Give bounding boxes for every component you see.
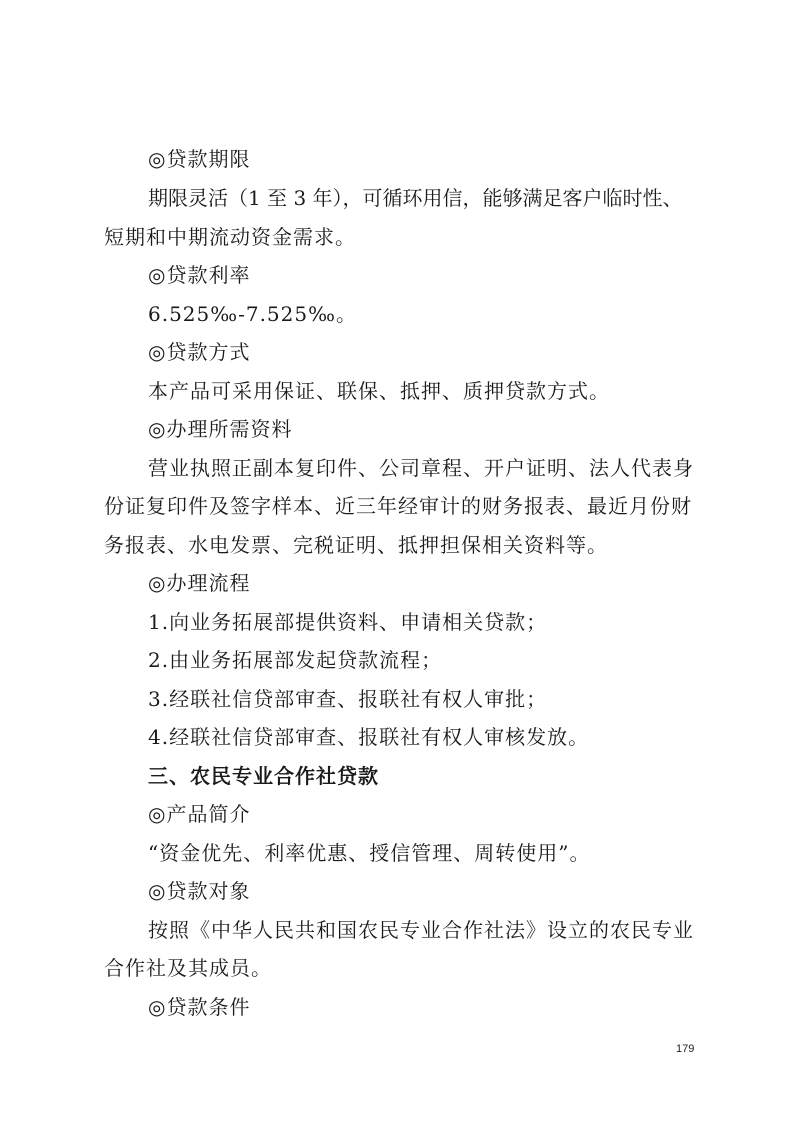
body-line-loan-term-2: 短期和中期流动资金需求。	[104, 225, 356, 249]
section-marker-product-intro: ◎产品简介	[148, 802, 251, 826]
body-line-loan-target-2: 合作社及其成员。	[104, 956, 272, 980]
body-line-required-documents-3: 务报表、水电发票、完税证明、抵押担保相关资料等。	[104, 533, 608, 557]
body-line-required-documents-1: 营业执照正副本复印件、公司章程、开户证明、法人代表身	[148, 456, 694, 480]
section-marker-loan-conditions: ◎贷款条件	[148, 995, 251, 1019]
section-marker-loan-term: ◎贷款期限	[148, 147, 251, 171]
section-marker-loan-method: ◎贷款方式	[148, 340, 251, 364]
body-line-loan-method: 本产品可采用保证、联保、抵押、质押贷款方式。	[148, 379, 610, 403]
section-marker-interest-rate: ◎贷款利率	[148, 263, 251, 287]
body-line-loan-term-1: 期限灵活（1 至 3 年），可循环用信，能够满足客户临时性、	[148, 186, 683, 210]
body-line-loan-target-1: 按照《中华人民共和国农民专业合作社法》设立的农民专业	[148, 918, 694, 942]
section-marker-loan-target: ◎贷款对象	[148, 879, 251, 903]
section-heading-cooperative-loan: 三、农民专业合作社贷款	[148, 764, 379, 788]
body-line-required-documents-2: 份证复印件及签字样本、近三年经审计的财务报表、最近月份财	[104, 494, 692, 518]
section-marker-required-documents: ◎办理所需资料	[148, 417, 293, 441]
process-step-4: 4.经联社信贷部审查、报联社有权人审核发放。	[148, 725, 590, 749]
page-number: 179	[676, 1043, 695, 1055]
body-line-interest-rate: 6.525‰-7.525‰。	[148, 302, 357, 326]
process-step-3: 3.经联社信贷部审查、报联社有权人审批；	[148, 687, 548, 711]
process-step-2: 2.由业务拓展部发起贷款流程；	[148, 648, 443, 672]
section-marker-process: ◎办理流程	[148, 571, 251, 595]
body-line-product-intro: “资金优先、利率优惠、授信管理、周转使用”。	[148, 841, 591, 865]
process-step-1: 1.向业务拓展部提供资料、申请相关贷款；	[148, 610, 548, 634]
